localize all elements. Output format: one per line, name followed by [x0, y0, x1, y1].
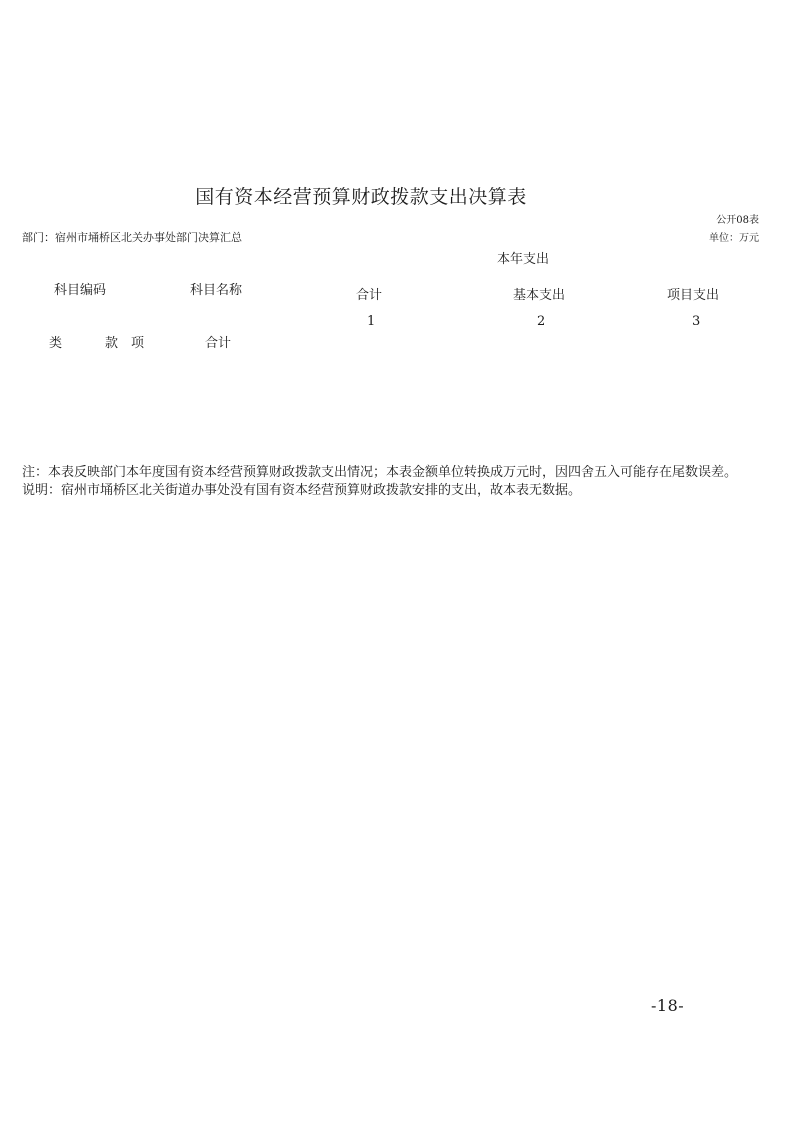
header-class: 类 — [49, 336, 63, 351]
header-section: 款 — [105, 336, 119, 351]
header-subject-name: 科目名称 — [190, 283, 243, 298]
header-item: 项 — [131, 336, 145, 351]
column-number-1: 1 — [367, 314, 376, 329]
column-number-2: 2 — [537, 314, 546, 329]
column-number-3: 3 — [692, 314, 701, 329]
notes-section — [22, 464, 766, 500]
department-label: 部门：宿州市埇桥区北关办事处部门决算汇总 — [22, 231, 242, 244]
header-subject-code: 科目编码 — [54, 283, 107, 298]
unit-label: 单位：万元 — [709, 233, 759, 244]
explanation-text: 说明：宿州市埇桥区北关街道办事处没有国有资本经营预算财政拨款安排的支出，故本表无数据。 — [22, 483, 582, 498]
document-title: 国有资本经营预算财政拨款支出决算表 — [195, 186, 527, 208]
page-number: -18- — [651, 996, 685, 1015]
header-basic-expense: 基本支出 — [513, 288, 566, 303]
sum-row-label: 合计 — [205, 336, 232, 351]
form-code: 公开08表 — [716, 215, 759, 226]
header-total: 合计 — [356, 288, 383, 303]
header-project-expense: 项目支出 — [667, 288, 720, 303]
header-current-year-expense: 本年支出 — [497, 252, 550, 267]
note-text: 注：本表反映部门本年度国有资本经营预算财政拨款支出情况；本表金额单位转换成万元时，因四舍五入可能存在尾数误差。 — [22, 465, 738, 480]
